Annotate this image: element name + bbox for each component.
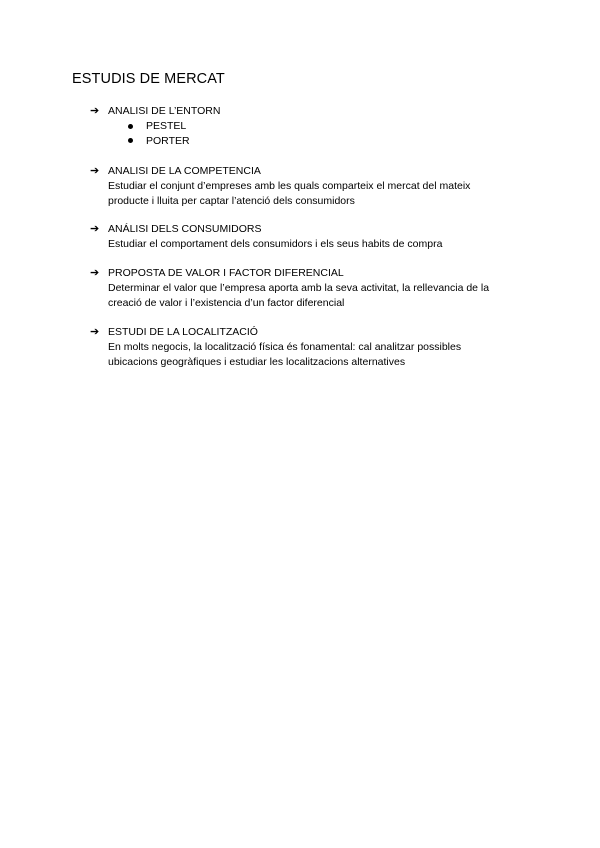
section-description-line: creació de valor i l’existencia d’un factor diferencial	[108, 297, 345, 309]
bullet-icon	[128, 124, 133, 129]
bullet-label: PESTEL	[146, 120, 187, 132]
arrow-icon: ➔	[90, 165, 100, 177]
list-item	[108, 134, 520, 149]
bullet-icon	[128, 138, 133, 143]
arrow-icon: ➔	[90, 223, 100, 235]
section-heading: ESTUDI DE LA LOCALITZACIÓ	[108, 326, 258, 338]
section-heading: ANÁLISI DELS CONSUMIDORS	[108, 223, 262, 235]
bullet-label: PORTER	[146, 134, 190, 147]
section-heading: ANALISI DE L’ENTORN	[108, 105, 221, 117]
section-description-line: Estudiar el conjunt d’empreses amb les quals comparteix el mercat del mateix	[108, 180, 471, 192]
arrow-icon: ➔	[90, 326, 100, 338]
section-proposta-valor	[90, 266, 520, 311]
section-heading: ANALISI DE LA COMPETENCIA	[108, 165, 261, 177]
section-analisi-competencia	[90, 164, 520, 209]
section-description-line: Estudiar el comportament dels consumidors i els seus habits de compra	[108, 238, 443, 250]
section-description-line: producte i lluita per captar l’atenció dels consumidors	[108, 195, 355, 207]
bullet-list	[108, 119, 520, 148]
section-analisi-consumidors	[90, 222, 520, 252]
list-item	[108, 119, 520, 134]
section-analisi-entorn	[90, 104, 520, 148]
section-description-line: En molts negocis, la localització física és fonamental: cal analitzar possibles	[108, 341, 462, 353]
section-description-line: ubicacions geogràfiques i estudiar les localitzacions alternatives	[108, 356, 406, 368]
section-heading: PROPOSTA DE VALOR I FACTOR DIFERENCIAL	[108, 267, 344, 279]
arrow-icon: ➔	[90, 105, 100, 117]
document-title: ESTUDIS DE MERCAT	[72, 71, 225, 87]
section-description-line: Determinar el valor que l’empresa aporta amb la seva activitat, la rellevancia de la	[108, 282, 490, 294]
section-estudi-localitzacio	[90, 325, 520, 370]
arrow-icon: ➔	[90, 267, 100, 279]
